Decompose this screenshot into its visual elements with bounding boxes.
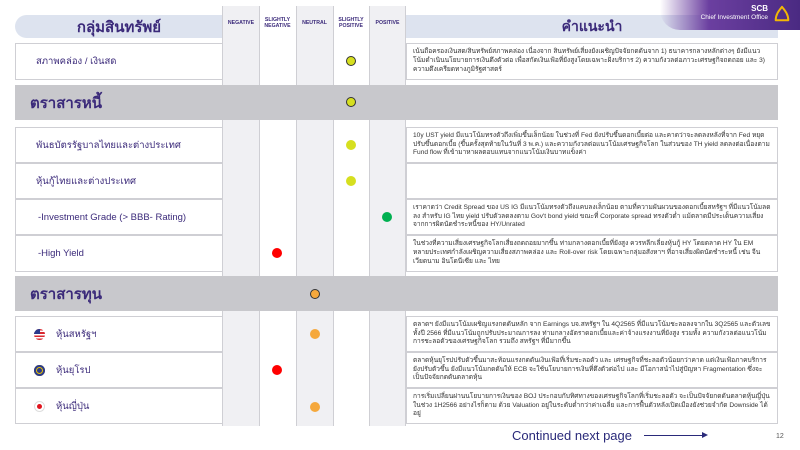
asset-row-gov-bonds [15,127,223,163]
section-band-fixed-income [15,85,778,120]
us-flag-icon [34,329,45,340]
rating-dot-slightly-positive [346,176,356,186]
asset-row-corporate-bonds [15,163,223,199]
comment-cash: เน้นถือครองเงินสด/สินทรัพย์สภาพคล่อง เนื่องจาก สินทรัพย์เสี่ยงยังเผชิญปัจจัยกดดันจาก 1) ธนาคารกลางหลักต่างๆ ยังมีแนวโน้มดำเนินนโยบายการเงินตึงตัวต่อ เพื่อสกัดเงินเฟ้อที่ยังสูงโดยเฉพาะฝั่งบริการ 2) ความกังวลต่อภาวะเศรษฐกิจถดถอย และ 3) ความตึงเครียดทางภูมิรัฐศาสตร์ [406,43,778,80]
japan-flag-icon [34,401,45,412]
asset-label: สภาพคล่อง / เงินสด [36,56,117,67]
asset-row-high-yield [15,235,223,272]
asset-row-eu-equity [15,352,223,388]
rating-dot-neutral [310,289,320,299]
rating-dot-neutral [310,329,320,339]
rating-dot-slightly-positive [346,140,356,150]
asset-label: พันธบัตรรัฐบาลไทยและต่างประเทศ [36,139,181,151]
comment-header: คำแนะนำ [561,17,623,34]
column-header-slightly-negative: SLIGHTLY NEGATIVE [259,6,296,42]
section-band-equity [15,276,778,311]
asset-label: -Investment Grade (> BBB- Rating) [38,211,187,223]
eu-flag-icon [34,365,45,376]
rating-dot-slightly-positive [346,97,356,107]
column-header-neutral: NEUTRAL [296,6,333,42]
rating-dot-neutral [310,402,320,412]
rating-dot-slightly-negative [272,248,282,258]
asset-label: หุ้นสหรัฐฯ [56,328,97,340]
asset-row-us-equity [15,316,223,352]
comment-japan-equity: การเริ่มเปลี่ยนผ่านนโยบายการเงินของ BOJ ประกอบกับทิศทางของเศรษฐกิจโลกที่เริ่มชะลอตัว จะเป็นปัจจัยกดดันตลาดหุ้นญี่ปุ่นในช่วง 1H2566 อย่างไรก็ตาม ด้วย Valuation อยู่ในระดับต่ำกว่าค่าเฉลี่ย และการฟื้นตัวหลังเปิดเมืองยังช่วยจำกัด Downside ได้อยู่ [406,388,778,424]
asset-class-header: กลุ่มสินทรัพย์ [76,18,162,36]
section-title-fixed-income: ตราสารหนี้ [30,94,102,112]
right-arrow-icon [644,435,706,436]
column-divider [259,6,260,426]
asset-row-investment-grade [15,199,223,235]
division-name: Chief Investment Office [700,14,768,21]
company-name: SCB [751,4,768,13]
rating-dot-positive [382,212,392,222]
section-title-equity: ตราสารทุน [30,285,102,303]
asset-label: -High Yield [38,248,84,259]
column-header-negative: NEGATIVE [223,6,259,42]
rating-dot-slightly-negative [272,365,282,375]
continued-label: Continued next page [512,428,632,443]
comment-gov-bonds: 10y UST yield มีแนวโน้มทรงตัวถึงเพิ่มขึ้นเล็กน้อย ในช่วงที่ Fed ยังปรับขึ้นดอกเบี้ยต่อ และคาดว่าจะลดลงหลังที่จาก Fed หยุดปรับขึ้นดอกเบี้ย (ขึ้นครั้งสุดท้ายในวันที่ 3 พ.ค.) และความกังวลต่อแนวโน้มเศรษฐกิจโลก ในส่วนของ TH yield ลดลงต่อเนื่องตาม Fund flow ที่เข้ามาหาผลตอบแทนจากแนวโน้มเงินบาทแข็งค่า [406,127,778,163]
column-divider [369,6,370,426]
comment-eu-equity: ตลาดหุ้นยุโรปปรับตัวขึ้นมาสะท้อนแรงกดดันเงินเฟ้อที่เริ่มชะลอตัว และ เศรษฐกิจที่ชะลอตัวน้อยกว่าคาด แต่เงินเฟ้อภาคบริการยังปรับตัวขึ้น ยังมีแนวโน้มกดดันให้ ECB จะใช้นโยบายการเงินที่ตึงตัวต่อไป และ มีโอกาสนำไปสู่ปัญหา Fragmentation ซึ่งจะเป็นปัจจัยกดดันตลาดหุ้น [406,352,778,388]
column-header-slightly-positive: SLIGHTLY POSITIVE [333,6,369,42]
column-divider [296,6,297,426]
comment-us-equity: ตลาดฯ ยังมีแนวโน้มเผชิญแรงกดดันหลัก จาก Earnings บจ.สหรัฐฯ ใน 4Q2565 ที่มีแนวโน้มชะลอลงจากใน 3Q2565 และตัวเลขทั้งปี 2566 ที่มีแนวโน้มถูกปรับประมาณการลง ท่ามกลางอัตราดอกเบี้ยและค่าจ้างแรงงานที่ยังสูง รวมทั้ง ความกังวลต่อแนวโน้มการชะลอตัวของเศรษฐกิจโลก รวมถึง สหรัฐฯ ที่มีมากขึ้น [406,316,778,352]
scb-cio-banner [660,0,800,30]
asset-row-japan-equity [15,388,223,424]
asset-label: หุ้นญี่ปุ่น [56,400,90,412]
column-header-positive: POSITIVE [369,6,406,42]
column-divider [333,6,334,426]
comment-high-yield: ในช่วงที่ความเสี่ยงเศรษฐกิจโลกเสี่ยงถดถอยมากขึ้น ท่ามกลางดอกเบี้ยที่ยังสูง ควรหลีกเลี่ยงหุ้นกู้ HY โดยตลาด HY ใน EM หลายประเทศกำลังเผชิญความเสี่ยงสภาพคล่อง และ Roll-over risk โดยเฉพาะกลุ่มอสังหาฯ ที่อาจเสี่ยงผิดนัดชำระหนี้ เช่น จีน เวียดนาม อินโดนีเซีย และ ไทย [406,235,778,272]
continued-next-page [512,428,706,443]
rating-dot-slightly-positive [346,56,356,66]
asset-row-cash [15,43,223,80]
asset-label: หุ้นยุโรป [56,364,91,376]
asset-label: หุ้นกู้ไทยและต่างประเทศ [36,175,137,187]
scb-lotus-arch-icon [773,5,791,23]
comment-corporate-bonds [406,163,778,199]
comment-investment-grade: เราคาดว่า Credit Spread ของ US IG มีแนวโน้มทรงตัวถึงแคบลงเล็กน้อย ตามที่ความผันผวนของดอกเบี้ยสหรัฐฯ ที่มีแนวโน้มลดลง สำหรับ IG ไทย yield ปรับตัวลดลงตาม Gov't bond yield ขณะที่ Corporate spread ทรงตัวต่ำ แม้ตลาดมีประเด็นความเสี่ยงจากการผิดนัดชำระหนี้ของ HY/Unrated [406,199,778,235]
page-number: 12 [776,433,784,440]
